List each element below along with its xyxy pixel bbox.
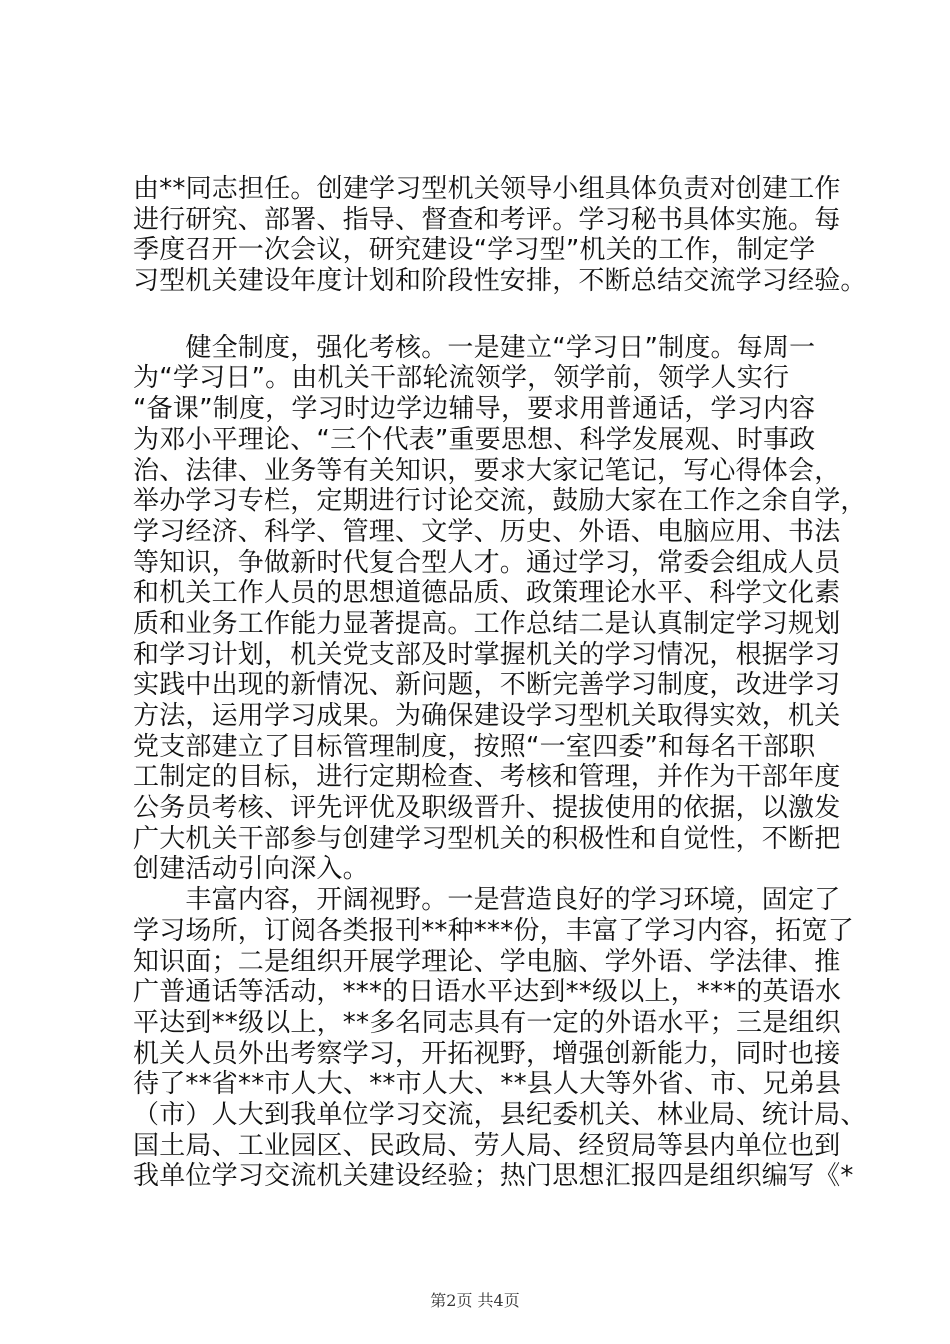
text-line: 方法，运用学习成果。为确保建设学习型机关取得实效，机关 — [133, 701, 841, 731]
text-line: 公务员考核、评先评优及职级晋升、提拔使用的依据，以激发 — [133, 793, 841, 824]
page-number-footer: 第2页 共4页 — [430, 1291, 520, 1310]
text-line: 等知识，争做新时代复合型人才。通过学习，常委会组成人员 — [133, 547, 841, 578]
text-line: 机关人员外出考察学习，开拓视野，增强创新能力，同时也接 — [133, 1038, 841, 1069]
text-line: 学习经济、科学、管理、文学、历史、外语、电脑应用、书法 — [133, 516, 841, 547]
text-line: 工制定的目标，进行定期检查、考核和管理，并作为干部年度 — [133, 762, 841, 793]
text-line: 党支部建立了目标管理制度，按照“一室四委”和每名干部职 — [133, 731, 816, 762]
text-line: 健全制度，强化考核。一是建立“学习日”制度。每周一 — [133, 332, 816, 363]
text-line: 广普通话等活动，***的日语水平达到**级以上，***的英语水 — [133, 977, 842, 1008]
text-line: 学习场所，订阅各类报刊**种***份，丰富了学习内容，拓宽了 — [133, 915, 855, 946]
text-line: 广大机关干部参与创建学习型机关的积极性和自觉性，不断把 — [133, 823, 841, 854]
text-line: 质和业务工作能力显著提高。工作总结二是认真制定学习规划 — [133, 608, 841, 639]
text-line: 季度召开一次会议，研究建设“学习型”机关的工作，制定学 — [133, 235, 816, 266]
text-line: 实践中出现的新情况、新问题，不断完善学习制度，改进学习 — [133, 670, 841, 701]
document-body — [133, 174, 867, 1192]
text-line: 为邓小平理论、“三个代表”重要思想、科学发展观、时事政 — [133, 424, 816, 455]
text-line: 待了**省**市人大、**市人大、**县人大等外省、市、兄弟县 — [133, 1069, 842, 1100]
paragraph-gap — [133, 297, 837, 333]
text-line: “备课”制度，学习时边学边辅导，要求用普通话，学习内容 — [133, 394, 816, 425]
text-line: 和学习计划，机关党支部及时掌握机关的学习情况，根据学习 — [133, 639, 841, 670]
text-line: （市）人大到我单位学习交流，县纪委机关、林业局、统计局、 — [133, 1099, 867, 1130]
text-line: 习型机关建设年度计划和阶段性安排，不断总结交流学习经验。 — [133, 266, 867, 297]
text-line: 创建活动引向深入。 — [133, 854, 369, 885]
text-line: 和机关工作人员的思想道德品质、政策理论水平、科学文化素 — [133, 578, 841, 609]
text-line: 举办学习专栏，定期进行讨论交流，鼓励大家在工作之余自学， — [133, 486, 867, 517]
text-line: 平达到**级以上，**多名同志具有一定的外语水平；三是组织 — [133, 1007, 841, 1038]
text-line: 丰富内容，开阔视野。一是营造良好的学习环境，固定了 — [133, 885, 841, 916]
text-line: 我单位学习交流机关建设经验；热门思想汇报四是组织编写《* — [133, 1161, 854, 1192]
text-line: 进行研究、部署、指导、督查和考评。学习秘书具体实施。每 — [133, 204, 841, 235]
text-line: 知识面；二是组织开展学理论、学电脑、学外语、学法律、推 — [133, 946, 841, 977]
text-line: 国土局、工业园区、民政局、劳人局、经贸局等县内单位也到 — [133, 1130, 841, 1161]
text-line: 由**同志担任。创建学习型机关领导小组具体负责对创建工作 — [133, 174, 841, 204]
text-line: 治、法律、业务等有关知识，要求大家记笔记，写心得体会， — [133, 455, 841, 486]
text-line: 为“学习日”。由机关干部轮流领学，领学前，领学人实行 — [133, 363, 790, 394]
